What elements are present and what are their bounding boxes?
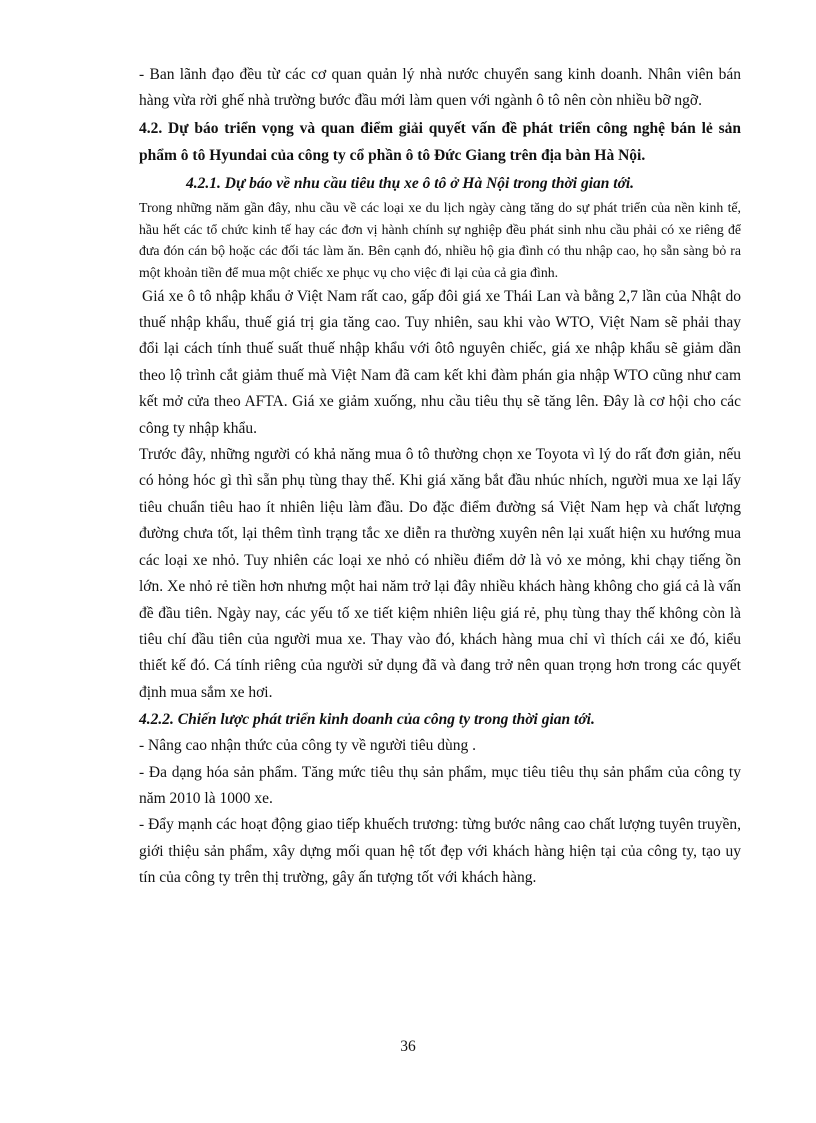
- document-page: [139, 62, 741, 892]
- strategy-item: - Đẩy mạnh các hoạt động giao tiếp khuếch trương: từng bước nâng cao chất lượng tuyên truyền, giới thiệu sản phẩm, xây dựng mối quan hệ tốt đẹp với khách hàng hiện tại của công ty, tạo uy tín của công ty trên thị trường, gây ấn tượng tốt với khách hàng.: [139, 816, 741, 887]
- intro-paragraph: - Ban lãnh đạo đều từ các cơ quan quản lý nhà nước chuyển sang kinh doanh. Nhân viên bán hàng vừa rời ghế nhà trường bước đầu mới làm quen với ngành ô tô nên còn nhiều bỡ ngỡ.: [139, 66, 741, 110]
- subsection-1-heading: 4.2.1. Dự báo về nhu cầu tiêu thụ xe ô tô ở Hà Nội trong thời gian tới.: [186, 174, 635, 192]
- strategy-item: - Đa dạng hóa sản phẩm. Tăng mức tiêu thụ sản phẩm, mục tiêu tiêu thụ sản phẩm của công ty năm 2010 là 1000 xe.: [139, 763, 741, 807]
- page-number: 36: [400, 1038, 416, 1055]
- paragraph-demand: Trong những năm gần đây, nhu cầu về các loại xe du lịch ngày càng tăng do sự phát triển của nền kinh tế, hầu hết các tổ chức kinh tế hay các đơn vị hành chính sự nghiệp đều phát sinh nhu cầu phải có xe riêng để đưa đón cán bộ hoặc các đối tác làm ăn. Bên cạnh đó, nhiều hộ gia đình có thu nhập cao, họ sẵn sàng bỏ ra một khoản tiền để mua một chiếc xe phục vụ cho việc đi lại của cả gia đình.: [139, 199, 741, 280]
- strategy-item: - Nâng cao nhận thức của công ty về người tiêu dùng .: [139, 737, 477, 755]
- section-heading: 4.2. Dự báo triển vọng và quan điểm giải quyết vấn đề phát triển công nghệ bán lẻ sản phẩm ô tô Hyundai của công ty cổ phần ô tô Đức Giang trên địa bàn Hà Nội.: [139, 119, 741, 165]
- subsection-2-heading: 4.2.2. Chiến lược phát triển kinh doanh của công ty trong thời gian tới.: [139, 711, 595, 729]
- paragraph-import-price: Giá xe ô tô nhập khẩu ở Việt Nam rất cao, gấp đôi giá xe Thái Lan và bằng 2,7 lần của Nhật do thuế nhập khẩu, thuế giá trị gia tăng cao. Tuy nhiên, sau khi vào WTO, Việt Nam sẽ phải thay đổi lại cách tính thuế suất thuế nhập khẩu với ôtô nguyên chiếc, giá xe nhập khẩu sẽ giảm dần theo lộ trình cắt giảm thuế mà Việt Nam đã cam kết khi đàm phán gia nhập WTO cũng như cam kết mở cửa theo AFTA. Giá xe giảm xuống, nhu cầu tiêu thụ sẽ tăng lên. Đây là cơ hội cho các công ty nhập khẩu.: [139, 287, 741, 437]
- paragraph-trends: Trước đây, những người có khả năng mua ô tô thường chọn xe Toyota vì lý do rất đơn giản, nếu có hỏng hóc gì thì sẵn phụ tùng thay thế. Khi giá xăng bắt đầu nhúc nhích, người mua xe lại lấy tiêu chuẩn tiêu hao ít nhiên liệu làm đầu. Do đặc điểm đường sá Việt Nam hẹp và chất lượng đường chưa tốt, lại thêm tình trạng tắc xe diễn ra thường xuyên nên lại xuất hiện xu hướng mua các loại xe nhỏ. Tuy nhiên các loại xe nhỏ có nhiều điểm dở là vỏ xe mỏng, khi chạy tiếng ồn lớn. Xe nhỏ rẻ tiền hơn nhưng một hai năm trở lại đây nhiều khách hàng không cho giá cả là vấn đề đầu tiên. Ngày nay, các yếu tố xe tiết kiệm nhiên liệu giá rẻ, phụ tùng thay thế không còn là tiêu chí đầu tiên của người mua xe. Thay vào đó, khách hàng mua chỉ vì thích cái xe đó, kiểu thiết kế đó. Cá tính riêng của người sử dụng đã và đang trở nên quan trọng hơn trong các quyết định mua sắm xe hơi.: [139, 446, 741, 701]
